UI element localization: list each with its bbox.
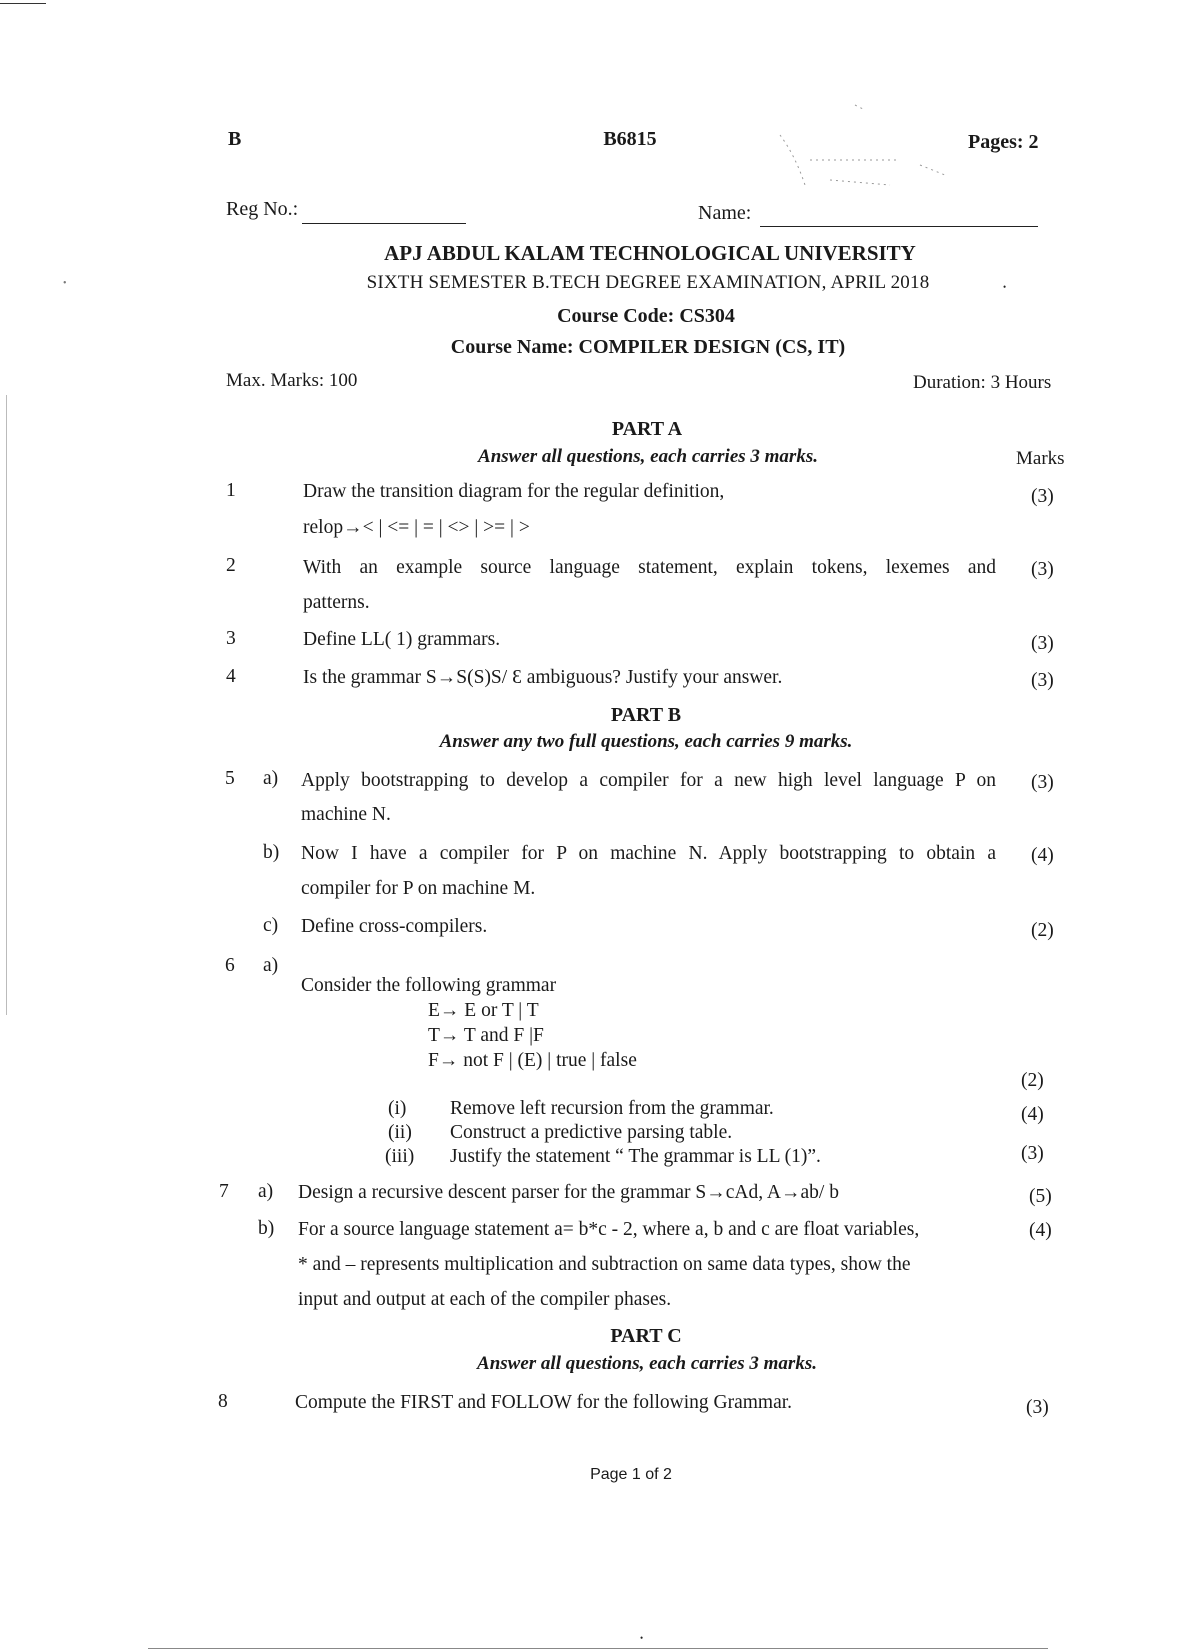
grammar-rule: F→ not F | (E) | true | false [428,1050,637,1071]
part-a-instruction: Answer all questions, each carries 3 marks. [478,446,818,467]
part-b-heading: PART B [610,704,682,726]
series-letter: B [228,128,242,150]
question-number: 1 [226,480,236,501]
question-marks: (3) [1031,670,1054,691]
question-text: compiler for P on machine M. [301,878,536,899]
question-text: machine N. [301,804,391,825]
part-c-instruction: Answer all questions, each carries 3 marks. [477,1353,817,1374]
grammar-rule: T→ T and F |F [428,1025,544,1046]
scan-edge-shadow [6,395,7,1015]
course-code: Course Code: CS304 [557,305,735,327]
question-marks: (3) [1021,1143,1044,1164]
name-field[interactable] [760,226,1038,227]
question-number: 6 [225,955,235,976]
subpart-label: a) [263,768,279,789]
question-text: Apply bootstrapping to develop a compiler for a new high level language P on [301,770,996,791]
marks-column-header: Marks [1016,448,1065,469]
question-marks: (4) [1029,1220,1052,1241]
part-a-heading: PART A [611,418,683,440]
subpart-roman: (ii) [388,1122,412,1143]
question-number: 2 [226,555,236,576]
question-text: relop→< | <= | = | <> | >= | > [303,517,530,538]
subpart-label: a) [263,955,279,976]
subpart-roman: (iii) [385,1146,415,1167]
question-text: Remove left recursion from the grammar. [450,1098,774,1119]
question-text: Consider the following grammar [301,975,557,996]
university-name: APJ ABDUL KALAM TECHNOLOGICAL UNIVERSITY [384,241,916,265]
question-text: With an example source language statement, explain tokens, lexemes and [303,557,996,578]
part-b-instruction: Answer any two full questions, each carries 9 marks. [439,731,853,752]
question-marks: (3) [1031,559,1054,580]
subpart-label: b) [263,842,280,863]
question-text: patterns. [303,592,370,613]
exam-title: SIXTH SEMESTER B.TECH DEGREE EXAMINATION, APRIL 2018 [366,272,930,293]
page-count: Pages: 2 [968,131,1039,153]
question-text: Draw the transition diagram for the regular definition, [303,481,725,502]
question-text: * and – represents multiplication and subtraction on same data types, show the [298,1254,911,1275]
subpart-label: c) [263,915,279,936]
course-name: Course Name: COMPILER DESIGN (CS, IT) [450,336,846,358]
question-text: Compute the FIRST and FOLLOW for the following Grammar. [295,1392,793,1413]
paper-code: B6815 [603,128,657,150]
question-marks: (3) [1031,772,1054,793]
question-text: Define cross-compilers. [301,916,488,937]
question-number: 5 [225,768,235,789]
page-footer: Page 1 of 2 [590,1466,672,1483]
question-marks: (3) [1026,1397,1049,1418]
subpart-label: a) [258,1181,274,1202]
faint-stamp-residue [770,95,970,205]
question-marks: (3) [1031,633,1054,654]
question-text: Define LL( 1) grammars. [303,629,501,650]
scan-speck: • [640,1633,644,1643]
subpart-roman: (i) [388,1098,407,1119]
scan-speck: • [63,278,67,289]
question-marks: (5) [1029,1186,1052,1207]
question-text: Now I have a compiler for P on machine N. Apply bootstrapping to obtain a [301,843,996,864]
question-marks: (4) [1031,845,1054,866]
question-marks: (4) [1021,1104,1044,1125]
question-number: 8 [218,1391,228,1412]
max-marks: Max. Marks: 100 [226,370,358,391]
question-text: Is the grammar S→S(S)S/ Ɛ ambiguous? Justify your answer. [303,667,783,688]
question-number: 7 [219,1181,229,1202]
question-marks: (3) [1031,486,1054,507]
scan-edge-mark [0,3,46,4]
question-text: Construct a predictive parsing table. [450,1122,733,1143]
question-marks: (2) [1021,1070,1044,1091]
question-text: input and output at each of the compiler phases. [298,1289,672,1310]
question-number: 4 [226,666,236,687]
scan-bottom-line [148,1648,1048,1649]
name-label: Name: [698,202,752,224]
question-text: Justify the statement “ The grammar is LL (1)”. [450,1146,821,1167]
question-number: 3 [226,628,236,649]
reg-no-label: Reg No.: [226,198,299,220]
question-marks: (2) [1031,920,1054,941]
subpart-label: b) [258,1218,275,1239]
duration: Duration: 3 Hours [913,372,1052,393]
question-text: For a source language statement a= b*c - 2, where a, b and c are float variables, [298,1219,920,1240]
reg-no-field[interactable] [302,223,466,224]
scan-speck: • [1003,282,1007,292]
part-c-heading: PART C [610,1325,682,1347]
question-text: Design a recursive descent parser for the grammar S→cAd, A→ab/ b [298,1182,839,1203]
grammar-rule: E→ E or T | T [428,1000,539,1021]
